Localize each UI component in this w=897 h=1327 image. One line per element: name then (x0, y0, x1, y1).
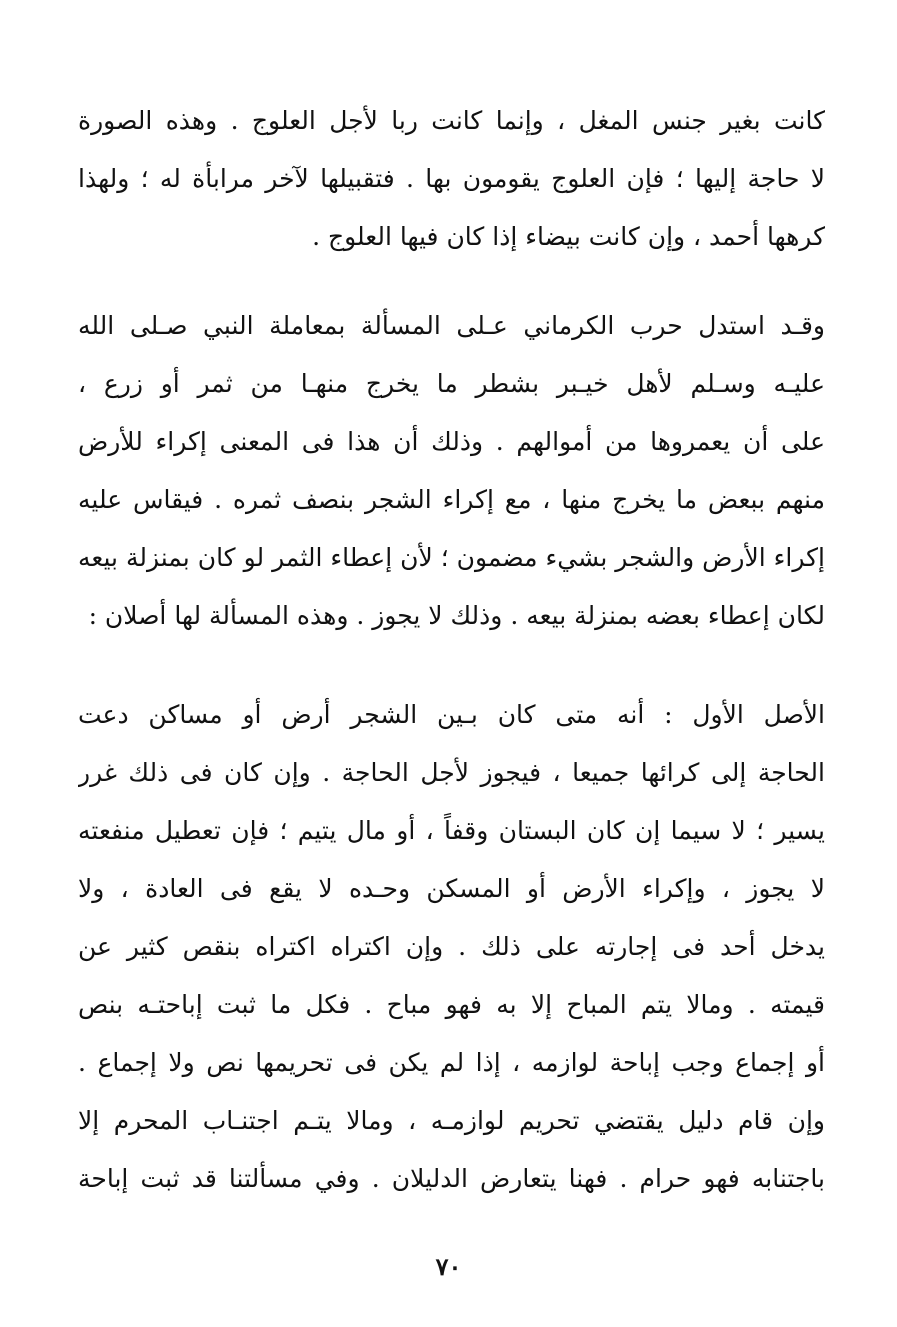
text-line: قيمته . ومالا يتم المباح إلا به فهو مباح . فكل ما ثبت إباحتـه بنص (78, 990, 825, 1019)
text-line: أو إجماع وجب إباحة لوازمه ، إذا لم يكن فى تحريمها نص ولا إجماع . (78, 1048, 825, 1077)
text-line: لا يجوز ، وإكراء الأرض أو المسكن وحـده لا يقع فى العادة ، ولا (78, 874, 825, 903)
text-line: باجتنابه فهو حرام . فهنا يتعارض الدليلان . وفي مسألتنا قد ثبت إباحة (78, 1164, 825, 1193)
text-line: إكراء الأرض والشجر بشيء مضمون ؛ لأن إعطاء الثمر لو كان بمنزلة بيعه (78, 543, 825, 572)
text-line: كرهها أحمد ، وإن كانت بيضاء إذا كان فيها العلوج . (312, 222, 825, 251)
paragraph-2 (78, 297, 825, 645)
paragraph-3 (78, 686, 825, 1208)
text-line: على أن يعمروها من أموالهم . وذلك أن هذا فى المعنى إكراء للأرض (78, 427, 825, 456)
text-line: عليـه وسـلم لأهل خيـبر بشطر ما يخرج منهـا من ثمر أو زرع ، (78, 369, 825, 398)
text-line: منهم ببعض ما يخرج منها ، مع إكراء الشجر بنصف ثمره . فيقاس عليه (78, 485, 825, 514)
paragraph-1 (78, 92, 825, 266)
text-line: الأصل الأول : أنه متى كان بـين الشجر أرض أو مساكن دعت (78, 700, 825, 729)
text-line: لكان إعطاء بعضه بمنزلة بيعه . وذلك لا يجوز . وهذه المسألة لها أصلان : (88, 601, 825, 630)
text-line: يدخل أحد فى إجارته على ذلك . وإن اكتراه اكتراه بنقص كثير عن (78, 932, 825, 961)
text-line: لا حاجة إليها ؛ فإن العلوج يقومون بها . فتقبيلها لآخر مرابأة له ؛ ولهذا (78, 164, 825, 193)
text-line: وإن قام دليل يقتضي تحريم لوازمـه ، ومالا يتـم اجتنـاب المحرم إلا (78, 1106, 825, 1135)
text-line: وقـد استدل حرب الكرماني عـلى المسألة بمعاملة النبي صـلى الله (78, 311, 825, 340)
text-line: الحاجة إلى كرائها جميعا ، فيجوز لأجل الحاجة . وإن كان فى ذلك غرر (78, 758, 825, 787)
text-line: يسير ؛ لا سيما إن كان البستان وقفاً ، أو مال يتيم ؛ فإن تعطيل منفعته (78, 816, 825, 845)
page-number: ٧٠ (435, 1252, 462, 1281)
text-line: كانت بغير جنس المغل ، وإنما كانت ربا لأجل العلوج . وهذه الصورة (78, 106, 825, 135)
